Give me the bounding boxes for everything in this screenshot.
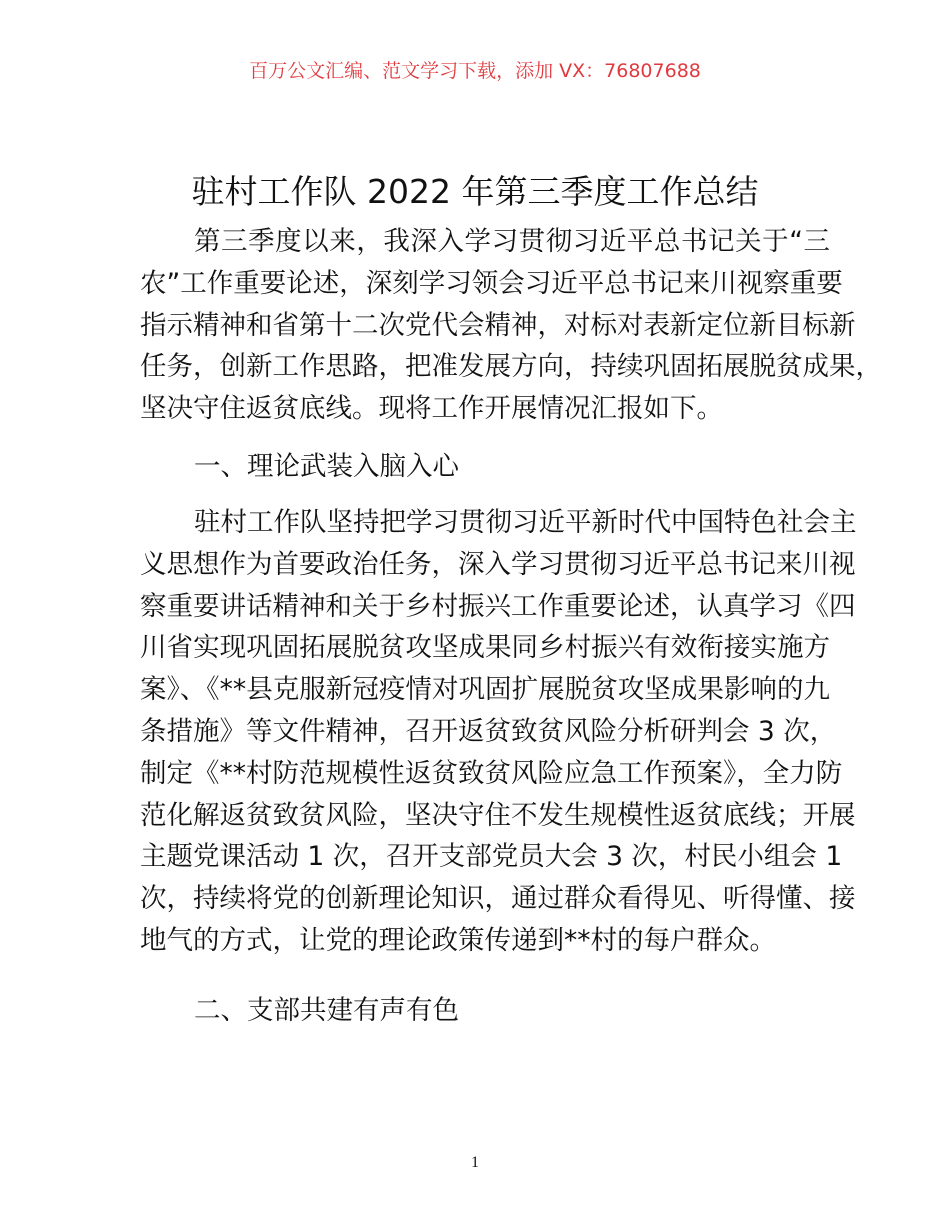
text-line: 察重要讲话精神和关于乡村振兴工作重要论述，认真学习《四 — [140, 590, 856, 622]
text-line: 制定《**村防范规模性返贫致贫风险应急工作预案》，全力防 — [140, 757, 843, 789]
page-number: 1 — [471, 1154, 479, 1171]
section-heading-1 — [140, 446, 830, 488]
text-line: 第三季度以来，我深入学习贯彻习近平总书记关于“三 — [194, 226, 830, 257]
text-line: 范化解返贫致贫风险，坚决守住不发生规模性返贫底线；开展 — [140, 799, 856, 831]
text-line: 川省实现巩固拓展脱贫攻坚成果同乡村振兴有效衔接实施方 — [140, 632, 830, 664]
text-line: 坚决守住返贫底线。现将工作开展情况汇报如下。 — [140, 393, 723, 425]
text-line: 条措施》等文件精神，召开返贫致贫风险分析研判会 3 次， — [140, 715, 837, 747]
text-line: 地气的方式，让党的理论政策传递到**村的每户群众。 — [140, 924, 776, 956]
text-line: 案》、《**县克服新冠疫情对巩固扩展脱贫攻坚成果影响的九 — [140, 674, 830, 706]
text-line: 指示精神和省第十二次党代会精神，对标对表新定位新目标新 — [140, 309, 856, 341]
text-line: 农”工作重要论述，深刻学习领会习近平总书记来川视察重要 — [140, 267, 843, 299]
paragraph-section-1 — [140, 502, 857, 962]
heading-text: 二、支部共建有声有色 — [194, 995, 459, 1026]
heading-text: 一、理论武装入脑入心 — [194, 451, 459, 482]
text-line: 任务，创新工作思路，把准发展方向，持续巩固拓展脱贫成果， — [140, 351, 882, 383]
section-heading-2 — [140, 990, 830, 1032]
watermark-header: 百万公文汇编、范文学习下载，添加 VX：76807688 — [249, 60, 701, 82]
document-title: 驻村工作队 2022 年第三季度工作总结 — [191, 172, 759, 211]
text-line: 驻村工作队坚持把学习贯彻习近平新时代中国特色社会主 — [194, 507, 857, 538]
text-line: 次，持续将党的创新理论知识，通过群众看得见、听得懂、接 — [140, 883, 856, 915]
text-line: 义思想作为首要政治任务，深入学习贯彻习近平总书记来川视 — [140, 548, 856, 580]
text-line: 主题党课活动 1 次，召开支部党员大会 3 次，村民小组会 1 — [140, 841, 843, 873]
paragraph-intro — [140, 221, 882, 430]
